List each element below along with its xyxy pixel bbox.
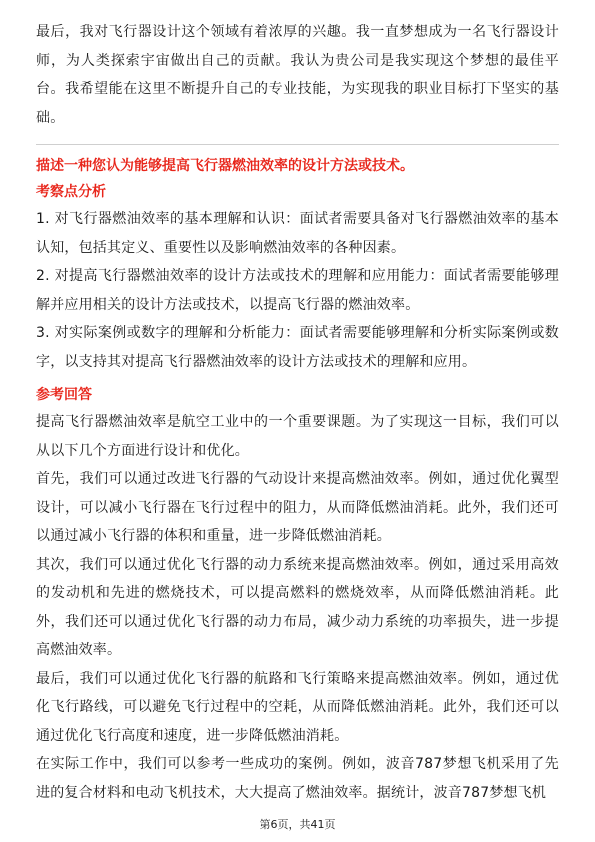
intro-paragraph: 最后，我对飞行器设计这个领域有着浓厚的兴趣。我一直梦想成为一名飞行器设计师，为人类探索宇宙做出自己的贡献。我认为贵公司是我实现这个梦想的最佳平台。我希望能在这里不断提升自己的专业技能，为实现我的职业目标打下坚实的基础。 — [36, 24, 559, 126]
page-content — [36, 18, 559, 807]
page-number: 第6页，共41页 — [259, 818, 336, 831]
analysis-item: 1. 对飞行器燃油效率的基本理解和认识：面试者需要具备对飞行器燃油效率的基本认知，包括其定义、重要性以及影响燃油效率的各种因素。 — [36, 211, 559, 256]
answer-paragraph: 其次，我们可以通过优化飞行器的动力系统来提高燃油效率。例如，通过采用高效的发动机和先进的燃烧技术，可以提高燃料的燃烧效率，从而降低燃油消耗。此外，我们还可以通过优化飞行器的动力布局，减少动力系统的功率损失，进一步提高燃油效率。 — [36, 556, 559, 658]
section-divider — [36, 144, 559, 145]
analysis-item: 3. 对实际案例或数字的理解和分析能力：面试者需要能够理解和分析实际案例或数字，以支持其对提高飞行器燃油效率的设计方法或技术的理解和应用。 — [36, 325, 559, 370]
question-title: 描述一种您认为能够提高飞行器燃油效率的设计方法或技术。 — [36, 158, 414, 174]
answer-body — [36, 408, 559, 807]
analysis-list — [36, 205, 559, 376]
analysis-item: 2. 对提高飞行器燃油效率的设计方法或技术的理解和应用能力：面试者需要能够理解并应用相关的设计方法或技术，以提高飞行器的燃油效率。 — [36, 268, 559, 313]
analysis-heading: 考察点分析 — [36, 184, 106, 200]
answer-heading: 参考回答 — [36, 387, 92, 403]
answer-paragraph: 最后，我们可以通过优化飞行器的航路和飞行策略来提高燃油效率。例如，通过优化飞行路线，可以避免飞行过程中的空耗，从而降低燃油消耗。此外，我们还可以通过优化飞行高度和速度，进一步降低燃油消耗。 — [36, 670, 559, 744]
answer-paragraph: 首先，我们可以通过改进飞行器的气动设计来提高燃油效率。例如，通过优化翼型设计，可以减小飞行器在飞行过程中的阻力，从而降低燃油消耗。此外，我们还可以通过减小飞行器的体积和重量，进一步降低燃油消耗。 — [36, 471, 559, 544]
answer-paragraph: 提高飞行器燃油效率是航空工业中的一个重要课题。为了实现这一目标，我们可以从以下几个方面进行设计和优化。 — [36, 414, 559, 459]
answer-paragraph: 在实际工作中，我们可以参考一些成功的案例。例如，波音787梦想飞机采用了先进的复合材料和电动飞机技术，大大提高了燃油效率。据统计，波音787梦想飞机 — [36, 756, 559, 801]
